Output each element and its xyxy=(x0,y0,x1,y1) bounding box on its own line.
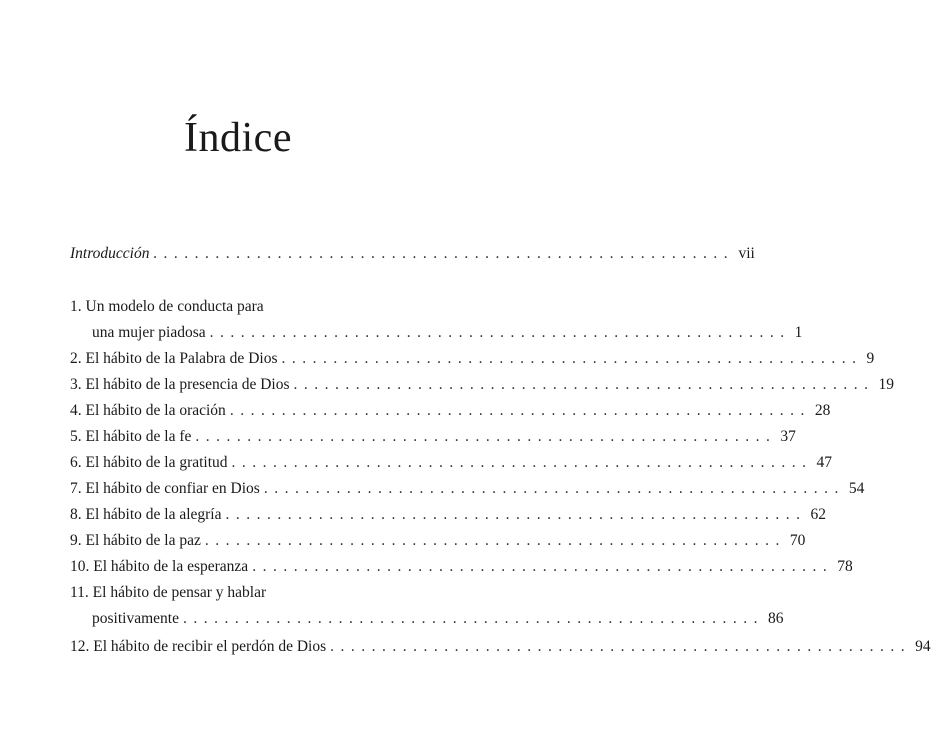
toc-entry-label: positivamente xyxy=(92,610,179,627)
dot-leader: ........................................................ xyxy=(231,454,813,471)
toc-entry-label: 10. El hábito de la esperanza xyxy=(70,558,249,575)
toc-entry-7 xyxy=(70,476,865,502)
toc-entry-5 xyxy=(70,424,796,450)
toc-entry-label: 3. El hábito de la presencia de Dios xyxy=(70,376,290,393)
toc-entry-page: 78 xyxy=(837,558,853,575)
toc-entry-page: 9 xyxy=(866,350,875,367)
toc-entry-12 xyxy=(70,634,931,660)
toc-entry-page: 47 xyxy=(816,454,833,471)
toc-entry-page: 86 xyxy=(767,610,784,627)
toc-entry-4 xyxy=(70,398,831,424)
dot-leader: ........................................................ xyxy=(252,558,834,575)
toc-entry-11 xyxy=(92,606,784,632)
toc-entry-label: Introducción xyxy=(70,245,150,262)
toc-entry-label: 5. El hábito de la fe xyxy=(70,428,192,445)
toc-entry-label-line1: 1. Un modelo de conducta para xyxy=(70,298,264,315)
toc-entry-2 xyxy=(70,346,875,372)
toc-entry-label: 12. El hábito de recibir el perdón de Dios xyxy=(70,638,327,655)
toc-entry-8 xyxy=(70,502,826,528)
toc-entry-label: una mujer piadosa xyxy=(92,324,206,341)
toc-entry-page: vii xyxy=(738,245,755,262)
toc-entry-page: 70 xyxy=(789,532,806,549)
toc-entry-label: 7. El hábito de confiar en Dios xyxy=(70,480,260,497)
dot-leader: ........................................................ xyxy=(153,245,735,262)
toc-entry-label: 2. El hábito de la Palabra de Dios xyxy=(70,350,278,367)
toc-entry-6 xyxy=(70,450,833,476)
toc-entry-page: 28 xyxy=(814,402,831,419)
dot-leader: ........................................................ xyxy=(209,324,791,341)
toc-entry-label-line1: 11. El hábito de pensar y hablar xyxy=(70,584,267,601)
dot-leader: ........................................................ xyxy=(195,428,777,445)
toc-entry-page: 94 xyxy=(915,638,931,655)
toc-entry-label: 4. El hábito de la oración xyxy=(70,402,226,419)
toc-title: Índice xyxy=(184,115,292,161)
dot-leader: ........................................................ xyxy=(281,350,863,367)
dot-leader: ........................................................ xyxy=(204,532,786,549)
toc-entry-page: 19 xyxy=(878,376,895,393)
toc-entry-label: 9. El hábito de la paz xyxy=(70,532,201,549)
toc-entry-label: 6. El hábito de la gratitud xyxy=(70,454,228,471)
toc-entry-page: 1 xyxy=(794,324,803,341)
toc-entry-page: 62 xyxy=(810,506,826,523)
toc-entry-page: 54 xyxy=(848,480,865,497)
dot-leader: ........................................................ xyxy=(330,638,912,655)
toc-entry-1 xyxy=(92,320,803,346)
dot-leader: ........................................................ xyxy=(293,376,875,393)
toc-entry-intro xyxy=(70,241,755,267)
toc-entry-label: 8. El hábito de la alegría xyxy=(70,506,222,523)
toc-entry-9 xyxy=(70,528,806,554)
toc-entry-page: 37 xyxy=(780,428,796,445)
dot-leader: ........................................................ xyxy=(229,402,811,419)
dot-leader: ........................................................ xyxy=(182,610,764,627)
dot-leader: ........................................................ xyxy=(225,506,807,523)
dot-leader: ........................................................ xyxy=(263,480,845,497)
toc-entry-3 xyxy=(70,372,895,398)
toc-entry-10 xyxy=(70,554,853,580)
